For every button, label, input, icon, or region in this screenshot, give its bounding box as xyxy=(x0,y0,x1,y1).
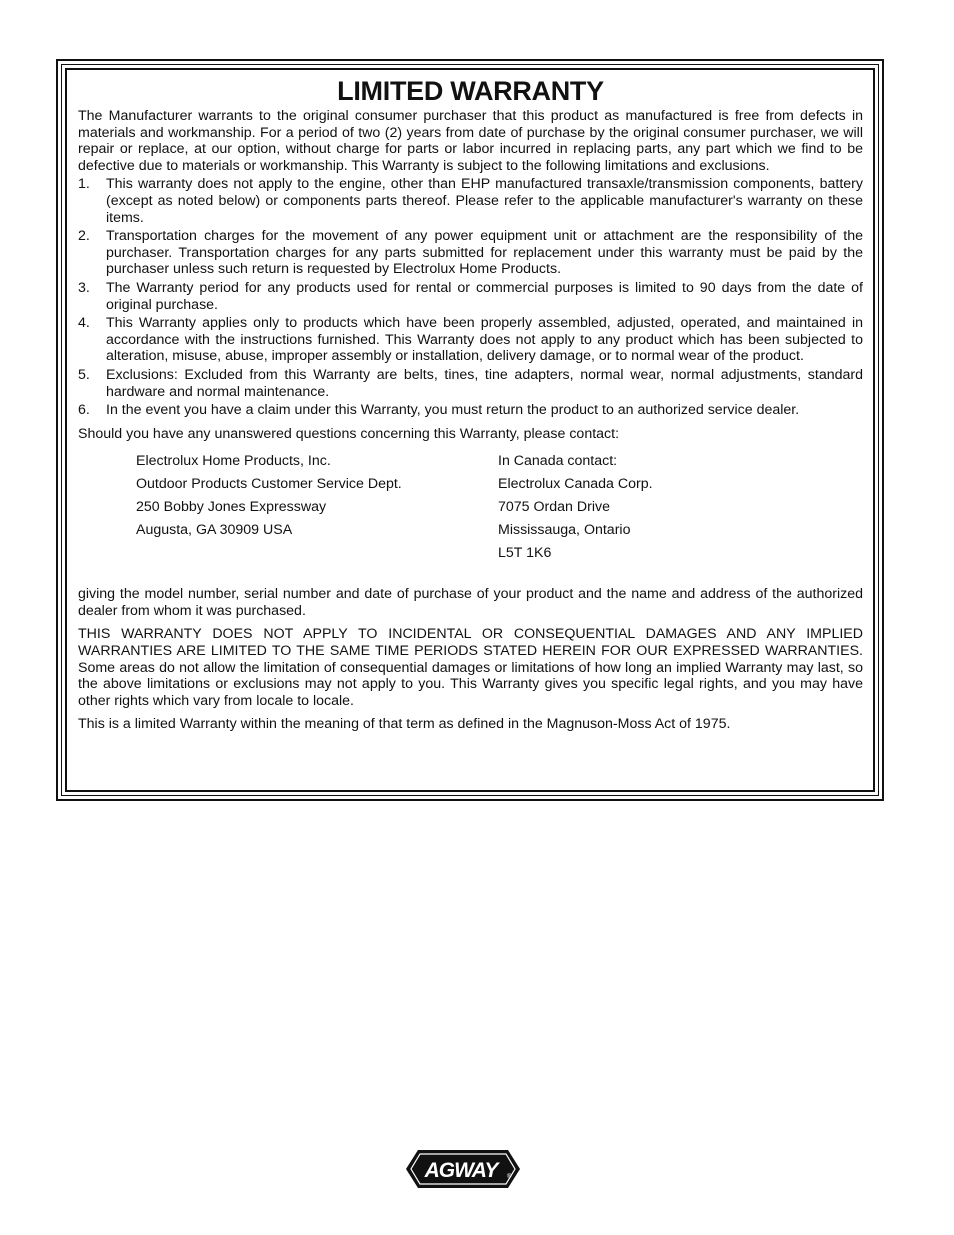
list-item xyxy=(78,176,863,226)
contact-addresses xyxy=(78,450,863,574)
item-number: 1. xyxy=(78,176,90,193)
canada-address xyxy=(498,450,653,565)
list-item xyxy=(78,402,863,419)
logo-text: AGWAY xyxy=(424,1159,498,1182)
canada-address-line: L5T 1K6 xyxy=(498,545,552,562)
agway-logo xyxy=(404,1148,522,1190)
contact-intro: Should you have any unanswered questions concerning this Warranty, please contact: xyxy=(78,425,620,442)
item-text: In the event you have a claim under this Warranty, you must return the product to an authorized service dealer. xyxy=(106,402,800,419)
item-text: Exclusions: Excluded from this Warranty are belts, tines, tine adapters, normal wear, normal adjustments, standard hardware and normal maintenance. xyxy=(106,366,863,400)
item-text: This Warranty applies only to products which have been properly assembled, adjusted, operated, and maintained in accordance with the instructions furnished. This Warranty does not apply to any product which has been subjected to alteration, misuse, abuse, improper assembly or installation, delivery damage, or to normal wear of the product. xyxy=(106,315,863,365)
page-title: LIMITED WARRANTY xyxy=(337,76,604,106)
logo-registered-mark: ® xyxy=(507,1174,512,1180)
warranty-content xyxy=(78,74,863,733)
us-address-line: Outdoor Products Customer Service Dept. xyxy=(136,476,402,493)
canada-address-line: Electrolux Canada Corp. xyxy=(498,476,653,493)
item-number: 5. xyxy=(78,366,90,383)
us-address-line: 250 Bobby Jones Expressway xyxy=(136,499,327,516)
item-number: 3. xyxy=(78,279,90,296)
item-number: 6. xyxy=(78,402,90,419)
item-number: 2. xyxy=(78,228,90,245)
item-text: Transportation charges for the movement of any power equipment unit or attachment are the responsibility of the purchaser. Transportation charges for any parts submitted for replacement under this warranty must be paid by the purchaser unless such return is requested by Electrolux Home Products. xyxy=(106,228,863,278)
canada-address-line: In Canada contact: xyxy=(498,453,618,470)
list-item xyxy=(78,280,863,313)
intro-paragraph: The Manufacturer warrants to the original consumer purchaser that this product as manufactured is free from defects in materials and workmanship. For a period of two (2) years from date of purchase by the original consumer purchaser, we will repair or replace, at our option, without charge for parts or labor incurred in replacing parts, any part which we find to be defective due to materials or workmanship. This Warranty is subject to the following limitations and exclusions. xyxy=(78,108,863,174)
us-address-line: Augusta, GA 30909 USA xyxy=(136,522,293,539)
item-text: The Warranty period for any products used for rental or commercial purposes is limited to 90 days from the date of original purchase. xyxy=(106,279,863,313)
warranty-terms-list xyxy=(78,176,863,418)
list-item xyxy=(78,228,863,278)
item-text: This warranty does not apply to the engine, other than EHP manufactured transaxle/transmission components, battery (except as noted below) or components parts thereof. Please refer to the applicable manufacturer's warranty on these items. xyxy=(106,176,863,226)
list-item xyxy=(78,315,863,365)
giving-paragraph: giving the model number, serial number and date of purchase of your product and the name and address of the authorized dealer from whom it was purchased. xyxy=(78,586,863,619)
list-item xyxy=(78,367,863,400)
magnuson-moss-paragraph: This is a limited Warranty within the meaning of that term as defined in the Magnuson-Moss Act of 1975. xyxy=(78,716,731,733)
disclaimer-paragraph: THIS WARRANTY DOES NOT APPLY TO INCIDENTAL OR CONSEQUENTIAL DAMAGES AND ANY IMPLIED WARRANTIES ARE LIMITED TO THE SAME TIME PERIODS STATED HEREIN FOR OUR EXPRESSED WARRANTIES. Some areas do not allow the limitation of consequential damages or limitations of how long an implied Warranty may last, so the above limitations or exclusions may not apply to you. This Warranty gives you specific legal rights, and you may have other rights which vary from locale to locale. xyxy=(78,626,863,709)
us-address-line: Electrolux Home Products, Inc. xyxy=(136,453,331,470)
canada-address-line: 7075 Ordan Drive xyxy=(498,499,610,516)
item-number: 4. xyxy=(78,315,90,332)
us-address xyxy=(136,450,402,542)
canada-address-line: Mississauga, Ontario xyxy=(498,522,631,539)
